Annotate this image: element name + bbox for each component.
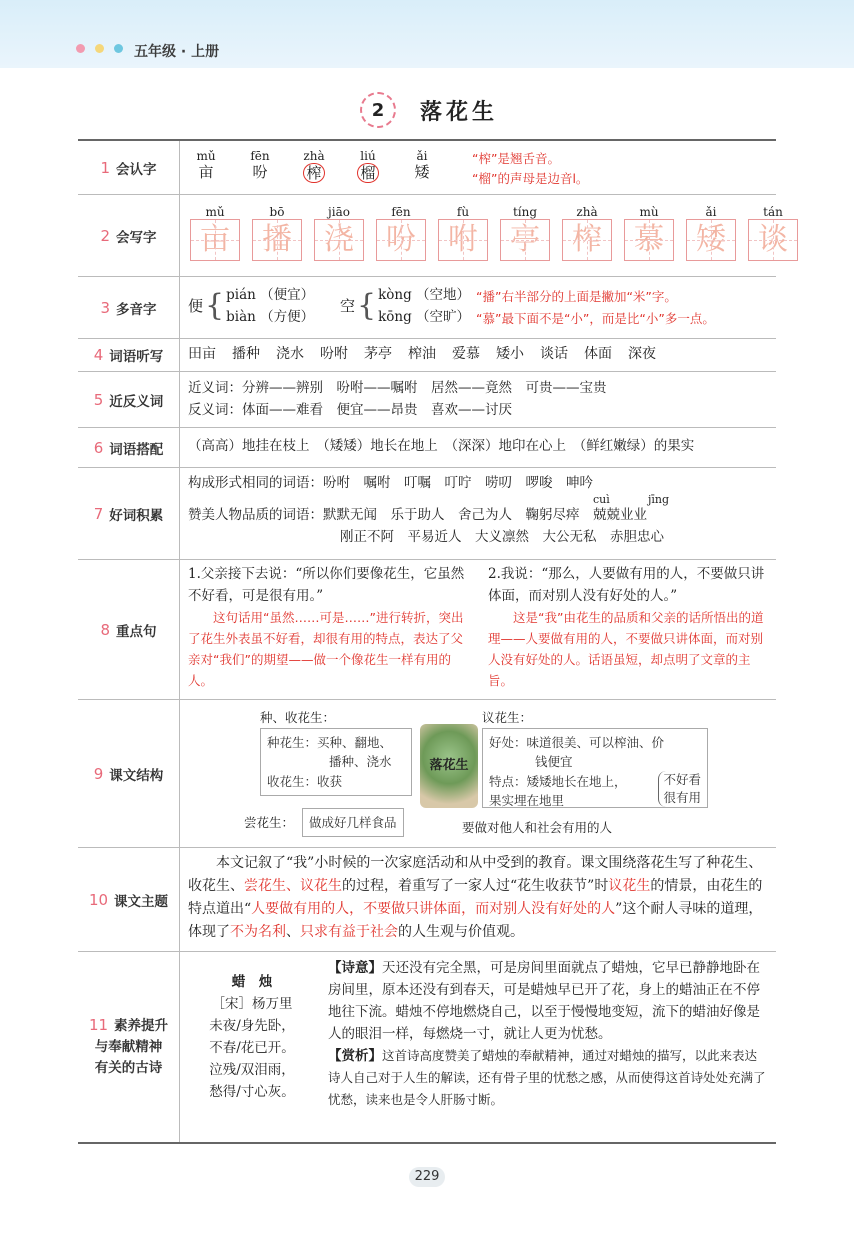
write-char: mǔ 亩 [190, 203, 240, 261]
row-polyphone [78, 277, 776, 339]
kong-group: 空 { kòng （空地） kōng （空旷） [340, 287, 471, 325]
synonym-cell [180, 372, 776, 427]
note-liu: “榴”的声母是边音l。 [472, 171, 589, 186]
theme-text: 本文记叙了“我”小时候的一次家庭活动和从中受到的教育。课文围绕落花生写了种花生、收花生、尝花生、议花生的过程，着重写了一家人过“花生收获节”时议花生的情景，由花生的特点道出“人要做有用的人，不要做只讲体面，而对别人没有好处的人”这个耐人寻味的道理，体现了不为名利、只求有益于社会的人生观与价值观。 [188, 855, 763, 940]
row-label: 9 课文结构 [78, 700, 180, 847]
row-label: 5 近反义词 [78, 372, 180, 427]
poem-line: 愁得/寸心灰。 [209, 1084, 295, 1100]
row-poem [78, 952, 776, 1144]
key-sentences-cell [180, 560, 776, 699]
chang-group: 尝花生： 做成好几样食品 [244, 808, 404, 837]
lesson-title: 落花生 [420, 99, 499, 125]
dot-pink [76, 44, 85, 53]
poem-title: 蜡 烛 [231, 974, 273, 990]
note-zha: “榨”是翘舌音。 [472, 151, 560, 166]
row-title: 会认字 [116, 161, 157, 178]
poem-cell [180, 952, 776, 1142]
poem-line: 不春/花已开。 [209, 1040, 295, 1056]
row-structure [78, 700, 776, 848]
write-char: zhà 榨 [562, 203, 612, 261]
row-label: 4 词语听写 [78, 339, 180, 371]
char-item: liú 榴 [350, 149, 386, 183]
sentence-1: 1.父亲接下去说：“所以你们要像花生，它虽然不好看，可是很有用。” 这句话用“虽然……可是……”进行转折，突出了花生外表虽不好看，却很有用的特点，表达了父亲对“我们”的期望——做一个像花生一样有用的人。 [188, 566, 465, 688]
peanut-illustration: 落花生 [420, 724, 478, 808]
yi-title: 议花生： [482, 710, 533, 725]
write-char: fù 咐 [438, 203, 488, 261]
row-good-words [78, 468, 776, 560]
row-theme [78, 848, 776, 952]
write-char: fēn 吩 [376, 203, 426, 261]
yi-box: 好处：味道很美、可以榨油、价 钱便宜 特点：矮矮地长在地上， 果实埋在地里 不好看 很有用 [482, 728, 708, 808]
write-char: mù 慕 [624, 203, 674, 261]
recognize-cell [180, 141, 776, 194]
row-collocation [78, 428, 776, 468]
dot-blue [114, 44, 123, 53]
pinyin-jing: jīng [648, 493, 670, 506]
poem-line: 未夜/身先卧， [209, 1018, 295, 1034]
dot-yellow [95, 44, 104, 53]
lesson-table [78, 139, 788, 1144]
char-item: mǔ 亩 [196, 149, 216, 181]
good-words-line: 赞美人物品质的词语：默默无闻 乐于助人 舍己为人 鞠躬尽瘁 兢兢业业 [188, 507, 647, 523]
char-item: zhà 榨 [303, 149, 325, 182]
grade-label: 五年级 · 上册 [134, 44, 220, 60]
row-dictation [78, 339, 776, 372]
write-char: jiāo 浇 [314, 203, 364, 261]
write-char: tán 谈 [748, 203, 798, 261]
row-label: 3 多音字 [78, 277, 180, 338]
write-char: tíng 亭 [500, 203, 550, 261]
header-band [0, 0, 854, 68]
row-recognize [78, 141, 776, 195]
poem-explanation: 【诗意】天还没有完全黑，可是房间里面就点了蜡烛，它早已静静地卧在房间里，原本还没有到春天，可是蜡烛早已开了花，身上的蜡油正在不停地往下流。蜡烛不停地燃烧自己，以至于慢慢地变短，流下的蜡油好像是人的眼泪一样，每燃烧一寸，就让人更为忧愁。 【赏析】这首诗高度赞美了蜡烛的奉献精神，通过对蜡烛的描写，以此来表达诗人自己对于人生的解读，还有骨子里的忧愁之感，从而使得这首诗处处充满了忧愁，读来也是令人肝肠寸断。 [328, 960, 766, 1107]
row-synonyms [78, 372, 776, 428]
poem-block [188, 957, 316, 1136]
row-label: 2 会写字 [78, 195, 180, 276]
page-number: 229 [409, 1167, 445, 1187]
note-bo: “播”右半部分的上面是撇加“米”字。 [476, 289, 677, 304]
poem-author: ［宋］杨万里 [211, 996, 293, 1012]
row-write [78, 195, 788, 277]
zhong-box: 种花生：买种、翻地、 播种、浇水 收花生：收获 [260, 728, 412, 796]
row-label: 10 课文主题 [78, 848, 180, 951]
row-label: 6 词语搭配 [78, 428, 180, 467]
dictation-words: 田亩 播种 浇水 吩咐 茅亭 榨油 爱慕 矮小 谈话 体面 深夜 [188, 345, 656, 362]
write-char: bō 播 [252, 203, 302, 261]
write-char: ǎi 矮 [686, 203, 736, 261]
note-mu: “慕”最下面不是“小”，而是比“小”多一点。 [476, 311, 715, 326]
polyphone-cell [180, 277, 776, 338]
good-words-cell [180, 468, 776, 559]
row-label: 11 素养提升 与奉献精神 有关的古诗 [78, 952, 180, 1142]
row-label: 8 重点句 [78, 560, 180, 699]
decor-dots [76, 44, 123, 53]
lesson-number: 2 [360, 92, 396, 128]
antonym-line: 反义词：体面——难看 便宜——昂贵 喜欢——讨厌 [188, 402, 512, 418]
zhong-title: 种、收花生： [260, 710, 336, 725]
pinyin-cui: cuì [593, 493, 610, 506]
row-label: 7 好词积累 [78, 468, 180, 559]
structure-cell [180, 700, 776, 847]
char-item: fēn 吩 [250, 149, 270, 181]
row-number: 1 [100, 158, 111, 177]
sentence-2: 2.我说：“那么，人要做有用的人，不要做只讲体面，而对别人没有好处的人。” 这是“我”由花生的品质和父亲的话所悟出的道理——人要做有用的人，不要做只讲体面，而对别人没有好处的人。话语虽短，却点明了文章的主旨。 [488, 566, 765, 688]
row-label [78, 141, 180, 194]
char-item: ǎi 矮 [414, 149, 430, 181]
good-words-line: 构成形式相同的词语：吩咐 嘱咐 叮嘱 叮咛 唠叨 啰唆 呻吟 [188, 475, 593, 491]
row-key-sentences [78, 560, 776, 700]
bu-group: 不好看 很有用 [658, 771, 701, 807]
bian-group: 便 { pián （便宜） biàn （方便） [188, 287, 315, 325]
collocation-text: （高高）地挂在枝上 （矮矮）地长在地上 （深深）地印在心上 （鲜红嫩绿）的果实 [188, 438, 695, 454]
poem-line: 泣残/双泪雨， [209, 1062, 295, 1078]
structure-conclusion: 要做对他人和社会有用的人 [462, 820, 613, 835]
lesson-heading [360, 92, 498, 128]
write-chars [190, 203, 798, 261]
synonym-line: 近义词：分辨——辨别 吩咐——嘱咐 居然——竟然 可贵——宝贵 [188, 380, 607, 396]
good-words-line: 刚正不阿 平易近人 大义凛然 大公无私 赤胆忠心 [340, 529, 664, 545]
write-cell [180, 195, 806, 276]
